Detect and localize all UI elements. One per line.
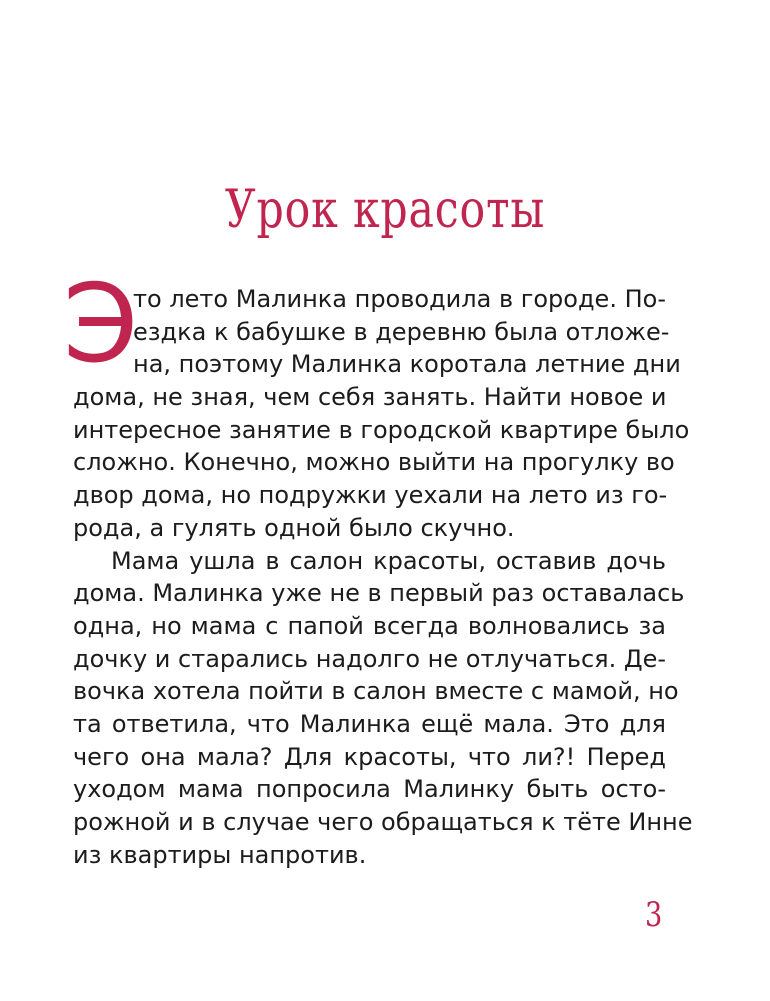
- text-line: на, поэтому Малинка коротала летние дни: [133, 350, 681, 379]
- text-line: дома, не зная, чем себя занять. Найти новое и: [73, 383, 667, 412]
- text-line: та ответила, что Малинка ещё мала. Это для: [73, 709, 666, 738]
- story-text: [63, 262, 693, 871]
- text-line: одна, но мама с папой всегда волновались за: [73, 611, 666, 640]
- text-line: дома. Малинка уже не в первый раз оставалась: [73, 579, 685, 608]
- text-line: сложно. Конечно, можно выйти на прогулку во: [73, 448, 675, 477]
- text-line: рожной и в случае чего обращаться к тёте Инне: [73, 808, 693, 836]
- drop-cap: Э: [63, 262, 139, 387]
- text-line: Мама ушла в салон красоты, оставив дочь: [111, 546, 666, 575]
- text-line: уходом мама попросила Малинку быть осто-: [73, 775, 666, 804]
- chapter-title: Урок красоты: [224, 180, 546, 240]
- text-line: двор дома, но подружки уехали на лето из го-: [73, 481, 668, 510]
- text-line: то лето Малинка проводила в городе. По-: [133, 285, 666, 313]
- text-line: рода, а гулять одной было скучно.: [73, 513, 515, 542]
- page-number: 3: [645, 895, 663, 935]
- text-line: ездка к бабушке в деревню была отложе-: [133, 317, 670, 346]
- text-line: дочку и старались надолго не отлучаться. Де-: [73, 644, 667, 673]
- paragraph-1: [73, 283, 690, 545]
- paragraph-2: [73, 545, 693, 872]
- text-line: чего она мала? Для красоты, что ли?! Перед: [73, 742, 666, 771]
- text-line: вочка хотела пойти в салон вместе с мамой, но: [73, 677, 679, 706]
- text-line: из квартиры напротив.: [73, 840, 367, 869]
- text-line: интересное занятие в городской квартире было: [73, 415, 690, 444]
